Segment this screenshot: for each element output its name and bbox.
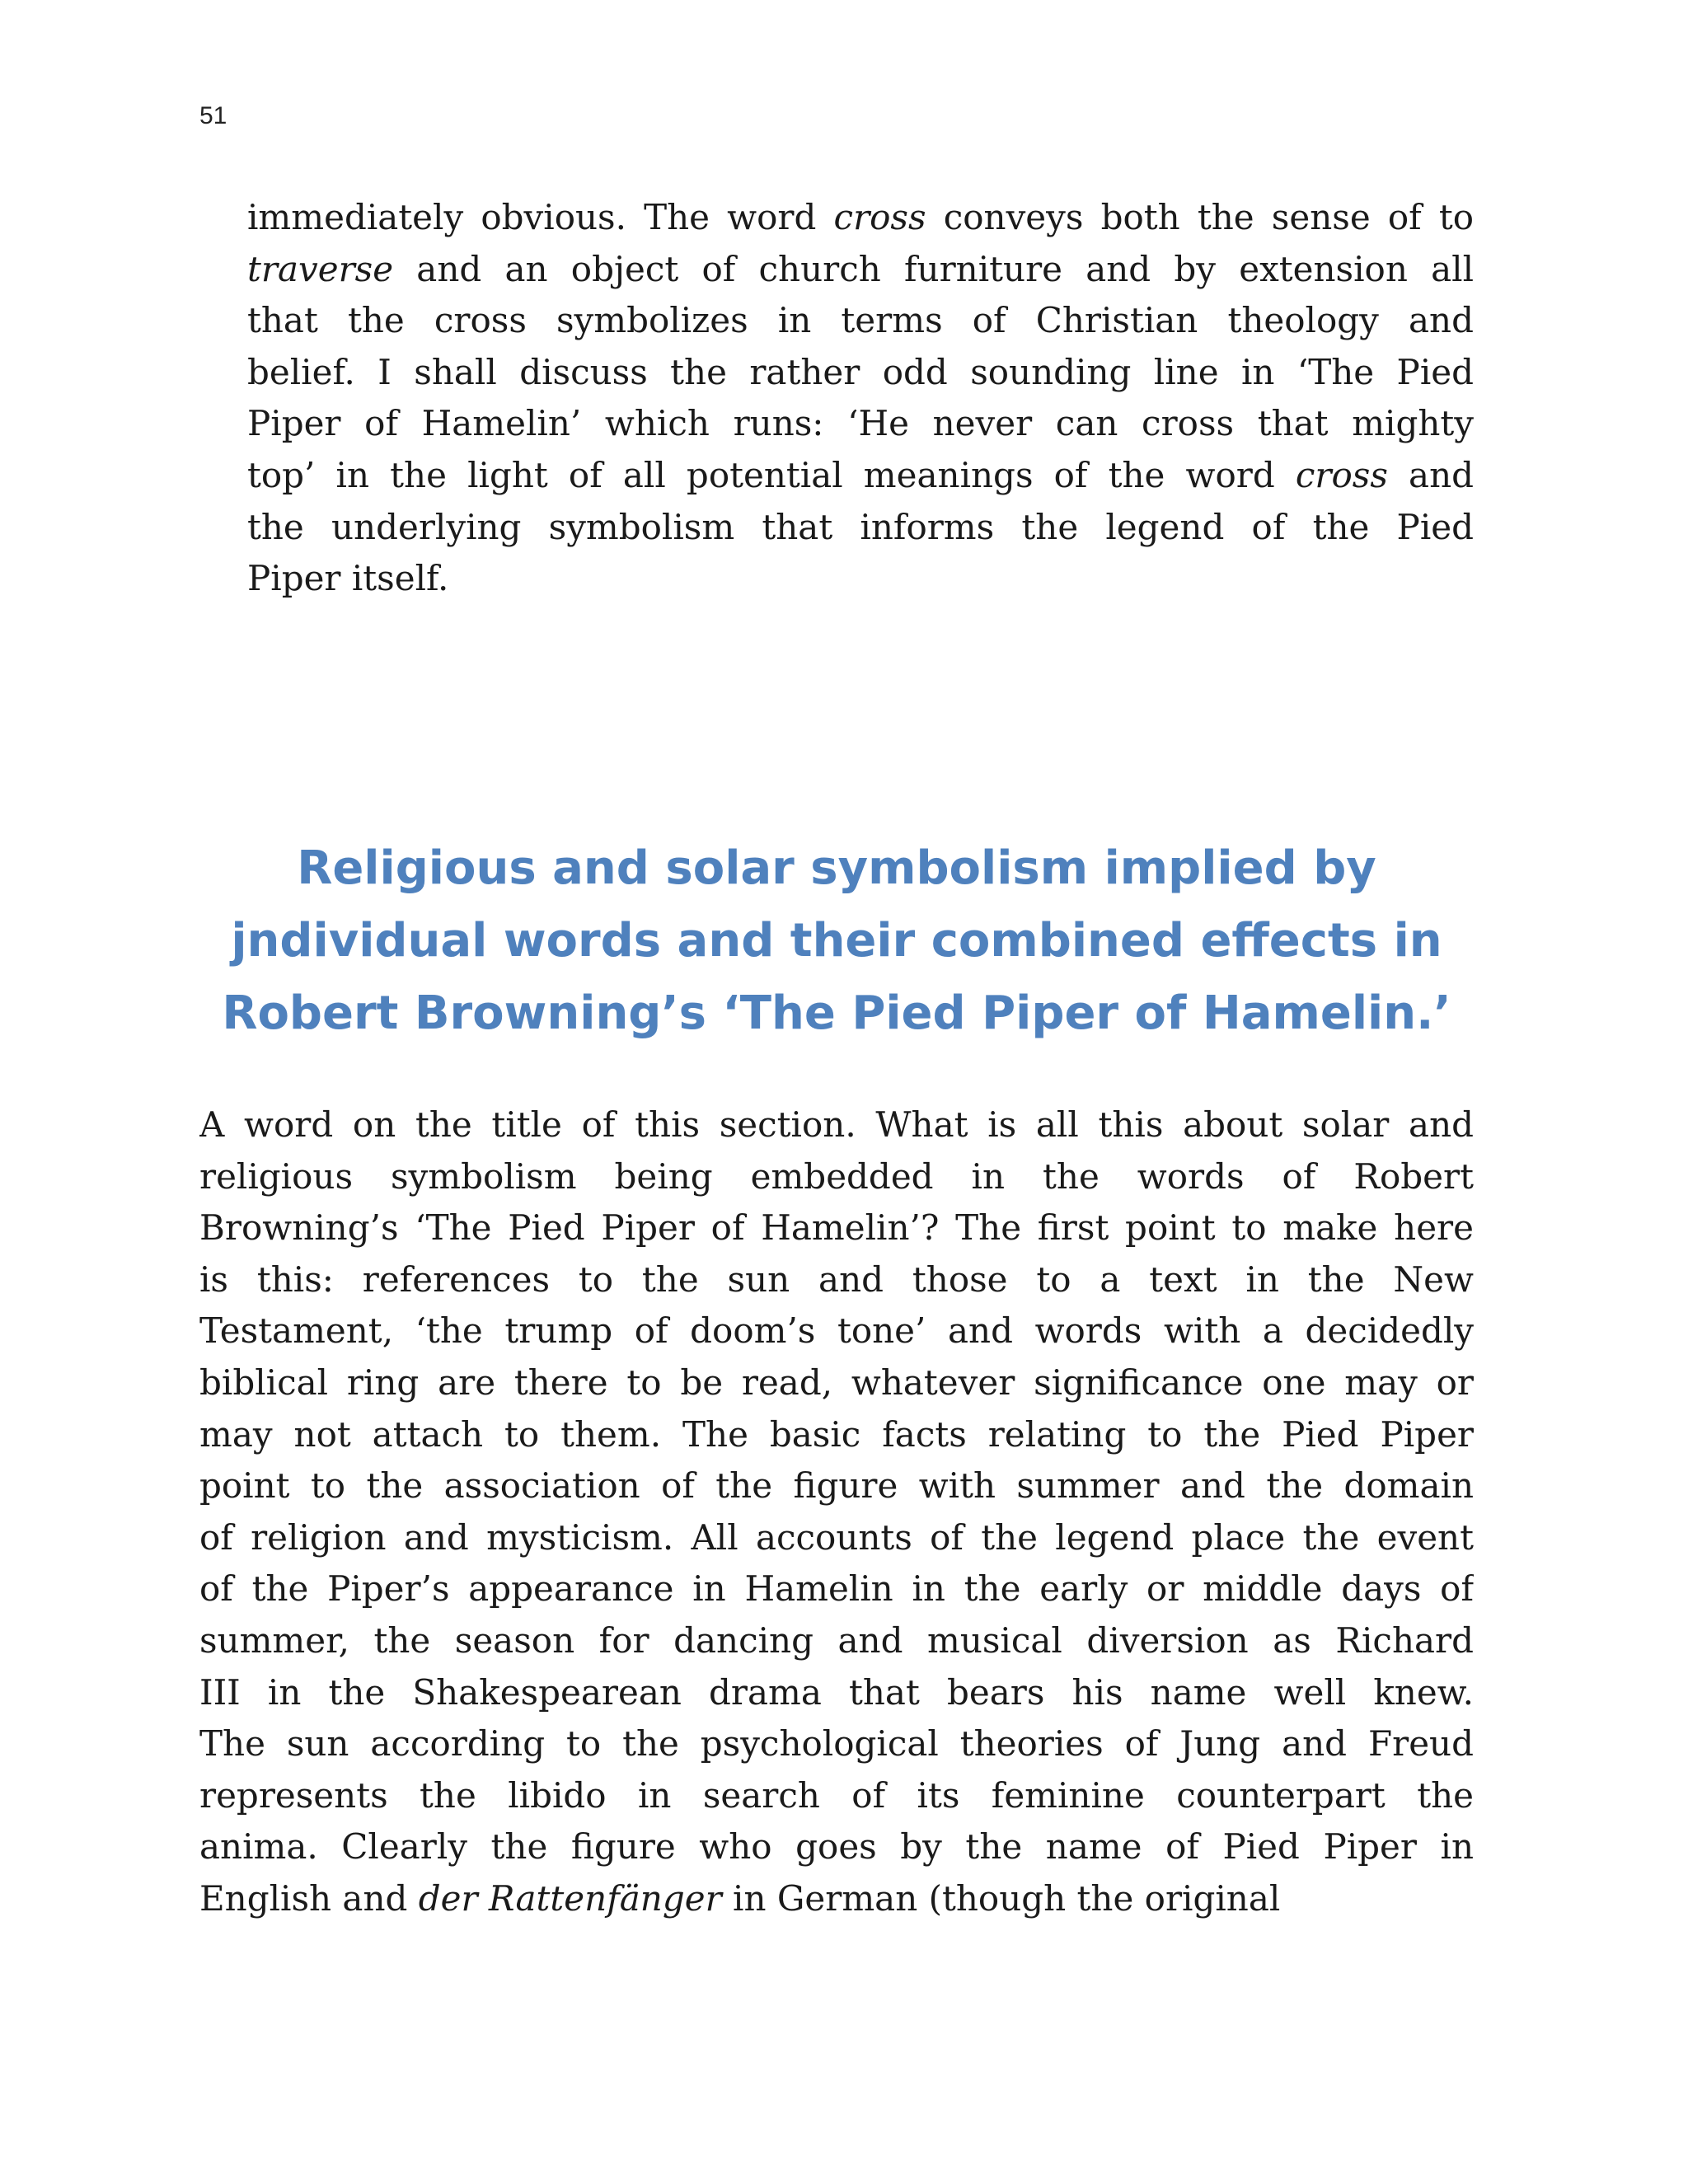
page-number: 51: [199, 102, 227, 129]
text-run: anima. Clearly the figure who goes by the name of Pied Piper in: [199, 1826, 1474, 1868]
text-line: [247, 347, 1474, 399]
text-run: summer, the season for dancing and musical diversion as Richard: [199, 1619, 1474, 1661]
text-line: [247, 450, 1474, 502]
text-line: [247, 295, 1474, 347]
text-run: Browning’s ‘The Pied Piper of Hamelin’? The first point to make here: [199, 1207, 1474, 1249]
section-heading: [199, 832, 1474, 1050]
text-run: point to the association of the figure with summer and the domain: [199, 1465, 1474, 1507]
text-run: Piper of Hamelin’ which runs: ‘He never can cross that mighty: [247, 403, 1474, 444]
text-run: English and: [199, 1877, 419, 1919]
text-run: of religion and mysticism. All accounts of the legend place the event: [199, 1516, 1474, 1558]
italic-text: cross: [833, 197, 926, 237]
heading-line: Robert Browning’s ‘The Pied Piper of Hamelin.’: [222, 987, 1451, 1040]
text-line: [247, 244, 1474, 296]
italic-text: der Rattenfänger: [418, 1877, 722, 1919]
text-line: [199, 1563, 1474, 1615]
text-line: [247, 502, 1474, 554]
italic-text: traverse: [247, 248, 394, 289]
text-line: [199, 1873, 1474, 1925]
text-run: immediately obvious. The word: [247, 197, 834, 237]
text-run: the underlying symbolism that informs the legend of the Pied: [247, 506, 1474, 547]
text-run: that the cross symbolizes in terms of Christian theology and: [247, 300, 1474, 341]
text-run: III in the Shakespearean drama that bears his name well knew.: [199, 1671, 1474, 1713]
body-paragraph: [199, 1099, 1474, 1925]
text-line: [199, 1099, 1474, 1151]
text-run: biblical ring are there to be read, whatever significance one may or: [199, 1361, 1474, 1403]
text-run: top’ in the light of all potential meanings of the word: [247, 454, 1296, 495]
text-run: and: [1387, 454, 1474, 495]
text-line: [199, 1202, 1474, 1254]
text-run: religious symbolism being embedded in the words of Robert: [199, 1155, 1474, 1197]
text-run: of the Piper’s appearance in Hamelin in the early or middle days of: [199, 1568, 1474, 1610]
text-line: [247, 553, 1474, 605]
text-run: represents the libido in search of its feminine counterpart the: [199, 1774, 1474, 1816]
text-line: [199, 1512, 1474, 1564]
text-run: A word on the title of this section. What is all this about solar and: [199, 1104, 1474, 1145]
text-run: in German (though the original: [721, 1877, 1281, 1919]
text-line: [199, 1770, 1474, 1822]
text-run: belief. I shall discuss the rather odd sounding line in ‘The Pied: [247, 351, 1474, 392]
text-line: [199, 1718, 1474, 1770]
text-run: Testament, ‘the trump of doom’s tone’ and words with a decidedly: [199, 1310, 1474, 1352]
text-run: may not attach to them. The basic facts relating to the Pied Piper: [199, 1413, 1474, 1455]
text-run: conveys both the sense of to: [926, 197, 1474, 237]
text-line: [199, 1254, 1474, 1306]
text-line: [199, 1615, 1474, 1667]
heading-line: Religious and solar symbolism implied by: [297, 841, 1376, 895]
text-line: [199, 1667, 1474, 1719]
text-line: [247, 398, 1474, 450]
text-line: [199, 1821, 1474, 1873]
text-run: The sun according to the psychological theories of Jung and Freud: [199, 1723, 1474, 1765]
text-line: [199, 1151, 1474, 1203]
text-line: [199, 1409, 1474, 1461]
italic-text: cross: [1295, 454, 1388, 495]
text-run: is this: references to the sun and those to a text in the New: [199, 1258, 1474, 1300]
text-run: and an object of church furniture and by extension all: [393, 248, 1474, 289]
text-line: [199, 1305, 1474, 1357]
heading-line: jndividual words and their combined effects in: [231, 914, 1442, 968]
text-run: Piper itself.: [247, 558, 449, 599]
text-line: [199, 1357, 1474, 1409]
intro-paragraph: [247, 192, 1474, 605]
text-line: [247, 192, 1474, 244]
text-line: [199, 1460, 1474, 1512]
